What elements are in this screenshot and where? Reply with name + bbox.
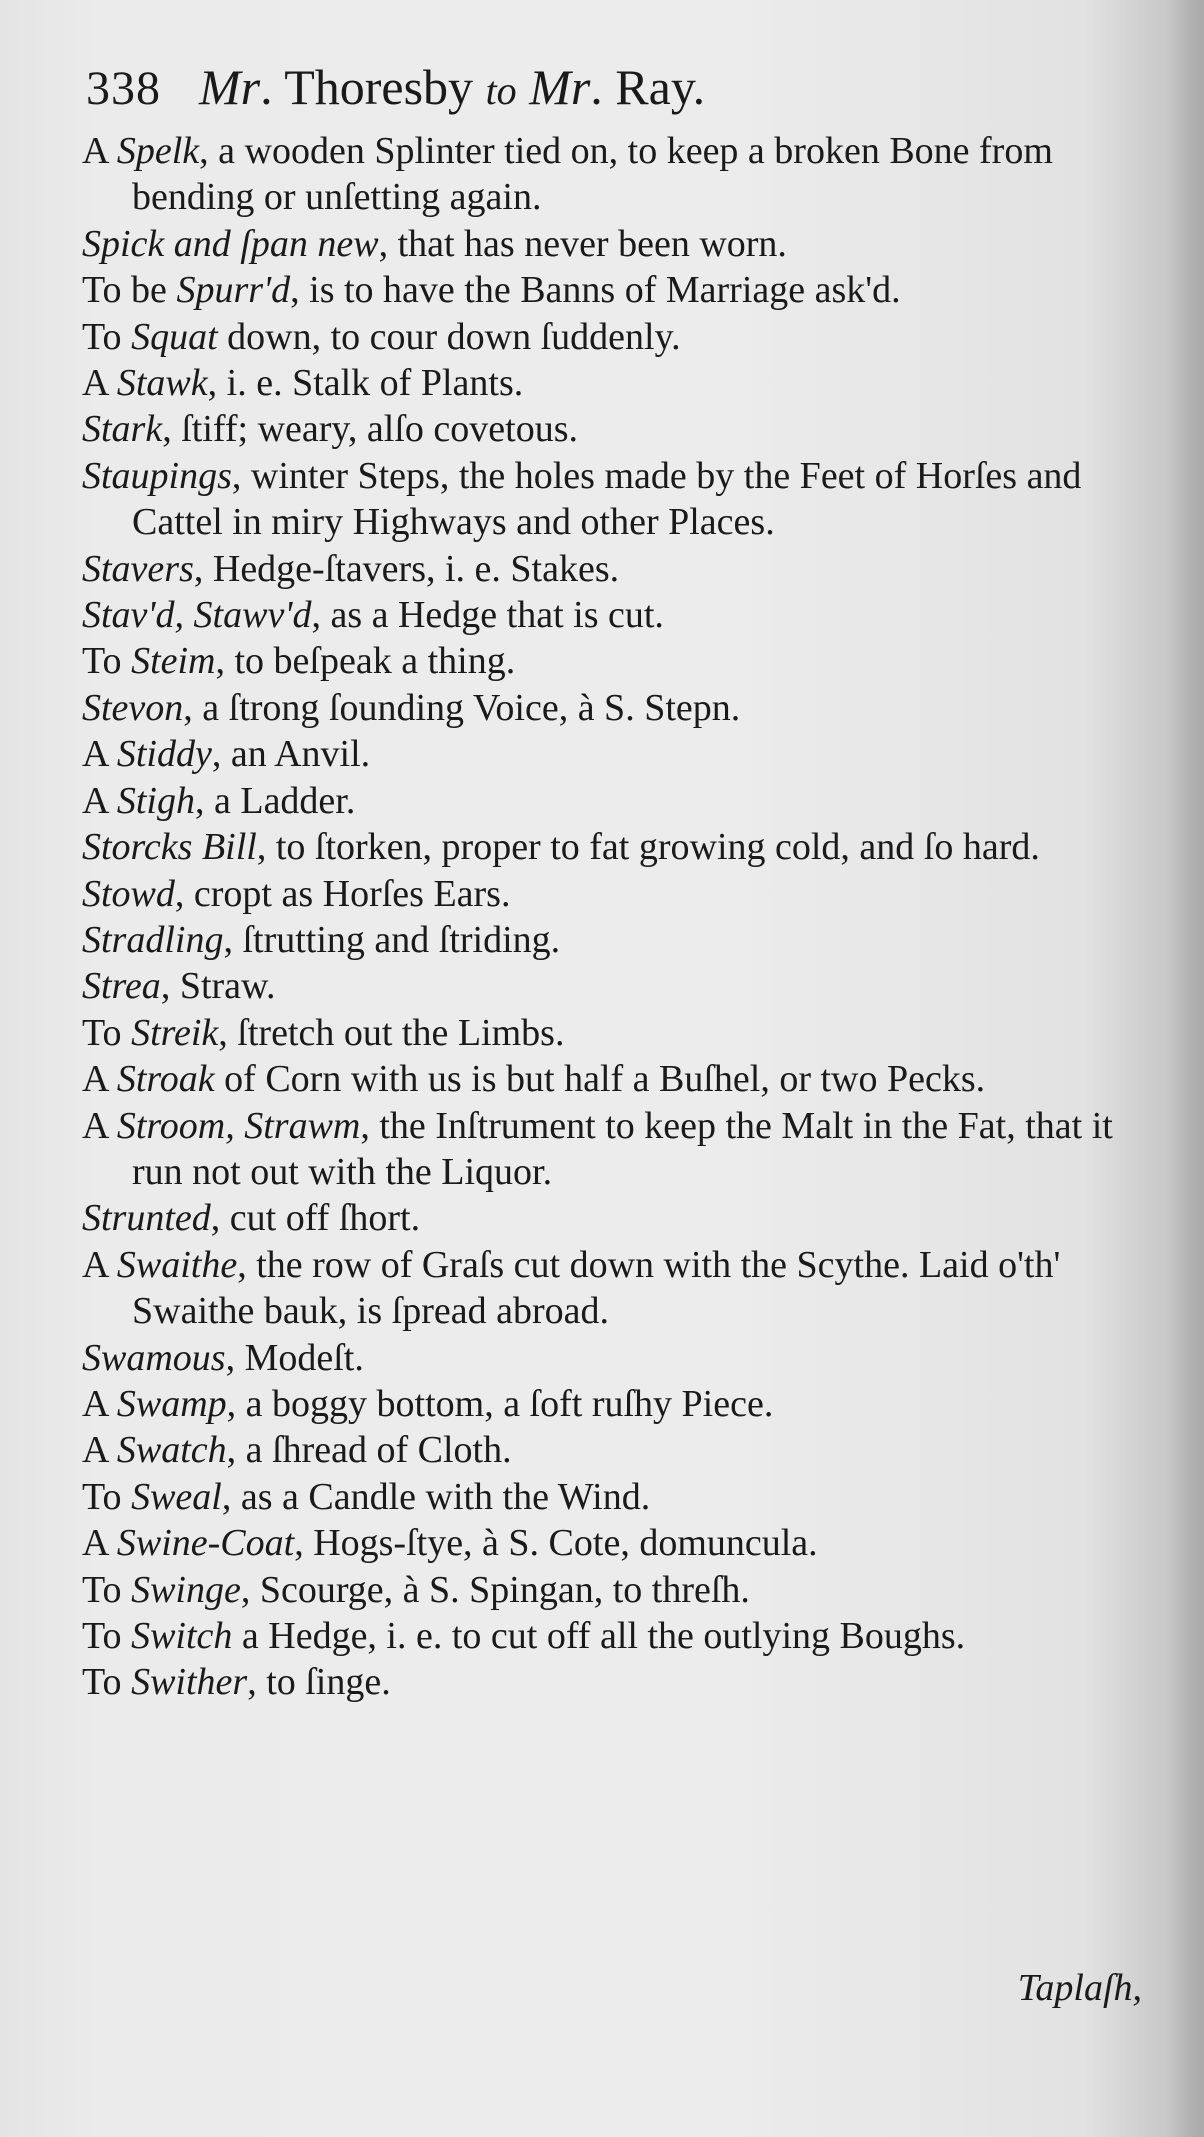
- glossary-entry: [82, 871, 1142, 917]
- entry-prefix: To: [82, 640, 132, 683]
- glossary-entry: [82, 1613, 1142, 1659]
- glossary-entry: [82, 1010, 1142, 1056]
- entry-headword: Sweal: [131, 1475, 222, 1518]
- glossary-entry: [82, 314, 1142, 360]
- glossary-entry: [82, 128, 1142, 221]
- entry-definition: , winter Steps, the holes made by the Feet of Horſes and Cattel in miry Highways and other Places.: [132, 454, 1082, 544]
- glossary-entry: [82, 406, 1142, 452]
- glossary-entry: [82, 221, 1142, 267]
- entry-headword: Spurr'd: [176, 269, 291, 312]
- entry-definition: , Hedge-ſtavers, i. e. Stakes.: [193, 547, 620, 590]
- entry-headword: Swamous: [82, 1336, 226, 1379]
- entry-headword: Stroom, Strawm: [116, 1104, 361, 1147]
- entry-prefix: To: [82, 1475, 132, 1518]
- glossary-entry: [82, 638, 1142, 684]
- glossary-entry: [82, 360, 1142, 406]
- glossary-entry: [82, 1056, 1142, 1102]
- entry-prefix: A: [82, 733, 117, 776]
- glossary-entry: [82, 917, 1142, 963]
- running-head-mr-2: Mr: [516, 59, 591, 115]
- entry-definition: , is to have the Banns of Marriage ask'd.: [290, 269, 901, 312]
- entry-headword: Stigh: [116, 779, 195, 822]
- glossary-entry: [82, 963, 1142, 1009]
- entry-definition: a Hedge, i. e. to cut off all the outlying Boughs.: [232, 1615, 966, 1657]
- entry-prefix: To: [82, 1661, 132, 1704]
- entry-headword: Storcks Bill: [82, 826, 257, 869]
- running-head-name-1: . Thoresby: [260, 59, 486, 115]
- glossary-entry: [82, 1567, 1142, 1613]
- entry-prefix: A: [82, 1382, 117, 1425]
- entry-headword: Stawk: [116, 362, 208, 405]
- entry-headword: Stradling: [82, 918, 224, 961]
- entry-prefix: To: [82, 1011, 132, 1054]
- entry-definition: , to ſtorken, proper to fat growing cold, and ſo hard.: [256, 826, 1040, 869]
- entry-headword: Stavers: [82, 547, 194, 590]
- entry-headword: Swither: [131, 1661, 248, 1704]
- entry-definition: , a ſhread of Cloth.: [226, 1429, 512, 1472]
- entry-definition: down, to cour down ſuddenly.: [217, 315, 681, 358]
- entry-definition: , a wooden Splinter tied on, to keep a broken Bone from bending or unſetting again.: [132, 130, 1053, 219]
- entry-definition: , as a Candle with the Wind.: [221, 1475, 651, 1518]
- entry-headword: Swaithe: [116, 1243, 238, 1286]
- entry-headword: Streik: [131, 1011, 219, 1054]
- entry-prefix: To be: [82, 269, 177, 312]
- entry-prefix: A: [82, 1429, 117, 1472]
- entry-definition: , ſtrutting and ſtriding.: [223, 918, 561, 961]
- entry-definition: , ſtiff; weary, alſo covetous.: [162, 408, 578, 451]
- glossary-entry: [82, 1520, 1142, 1566]
- glossary-entry: [82, 453, 1142, 546]
- glossary-entries: [82, 128, 1142, 1706]
- entry-prefix: A: [82, 130, 117, 172]
- entry-headword: Steim: [131, 640, 216, 683]
- entry-headword: Swinge: [131, 1568, 241, 1611]
- entry-headword: Swatch: [116, 1429, 227, 1472]
- entry-definition: , a ſtrong ſounding Voice, à S. Stepn.: [183, 686, 741, 729]
- glossary-entry: [82, 1242, 1142, 1335]
- glossary-entry: [82, 267, 1142, 313]
- running-head-to: to: [485, 68, 517, 113]
- entry-definition: , a boggy bottom, a ſoft ruſhy Piece.: [226, 1382, 774, 1425]
- entry-prefix: A: [82, 779, 117, 822]
- entry-definition: , Hogs-ſtye, à S. Cote, domuncula.: [294, 1522, 818, 1565]
- running-head-mr-1: Mr: [199, 59, 261, 115]
- glossary-entry: [82, 685, 1142, 731]
- entry-headword: Stroak: [116, 1058, 215, 1101]
- entry-definition: , i. e. Stalk of Plants.: [207, 362, 524, 405]
- entry-prefix: To: [82, 1568, 132, 1611]
- entry-prefix: To: [82, 315, 132, 358]
- entry-prefix: A: [82, 362, 117, 405]
- glossary-entry: [82, 824, 1142, 870]
- entry-prefix: A: [82, 1058, 117, 1101]
- entry-definition: , the Inſtrument to keep the Malt in the Fat, that it run not out with the Liquor.: [132, 1104, 1113, 1193]
- glossary-entry: [82, 1103, 1142, 1196]
- glossary-entry: [82, 1195, 1142, 1241]
- entry-definition: , the row of Graſs cut down with the Scythe. Laid o'th' Swaithe bauk, is ſpread abroad.: [132, 1243, 1061, 1333]
- entry-headword: Spick and ſpan new: [82, 222, 379, 265]
- glossary-entry: [82, 1659, 1142, 1705]
- entry-headword: Strea: [82, 965, 161, 1008]
- entry-definition: , Scourge, à S. Spingan, to threſh.: [240, 1568, 750, 1611]
- entry-prefix: To: [82, 1615, 132, 1657]
- entry-prefix: A: [82, 1243, 117, 1286]
- entry-headword: Stav'd, Stawv'd: [82, 594, 312, 637]
- glossary-entry: [82, 1427, 1142, 1473]
- entry-prefix: A: [82, 1522, 117, 1565]
- running-head: [199, 59, 705, 115]
- entry-definition: , cropt as Horſes Ears.: [174, 872, 511, 915]
- page-number: 338: [86, 62, 161, 115]
- entry-definition: , Modeſt.: [225, 1336, 364, 1379]
- entry-definition: , a Ladder.: [194, 779, 356, 822]
- glossary-entry: [82, 1381, 1142, 1427]
- glossary-entry: [82, 1474, 1142, 1520]
- entry-prefix: A: [82, 1104, 117, 1147]
- glossary-entry: [82, 778, 1142, 824]
- entry-headword: Switch: [131, 1615, 233, 1657]
- entry-headword: Swamp: [116, 1382, 227, 1425]
- entry-definition: , to ſinge.: [247, 1661, 391, 1704]
- entry-definition: , cut off ſhort.: [210, 1197, 421, 1240]
- running-head-name-2: . Ray.: [590, 59, 706, 115]
- entry-headword: Spelk: [116, 130, 200, 172]
- entry-headword: Staupings: [82, 454, 232, 497]
- catchword: Taplaſh,: [1017, 1967, 1142, 2009]
- glossary-entry: [82, 731, 1142, 777]
- entry-headword: Swine-Coat: [116, 1522, 295, 1565]
- glossary-entry: [82, 592, 1142, 638]
- entry-definition: , an Anvil.: [211, 733, 371, 776]
- entry-definition: , as a Hedge that is cut.: [311, 594, 664, 637]
- entry-definition: of Corn with us is but half a Buſhel, or two Pecks.: [214, 1058, 986, 1101]
- glossary-entry: [82, 1335, 1142, 1381]
- entry-headword: Stevon: [82, 686, 184, 729]
- entry-definition: , Straw.: [160, 965, 276, 1008]
- entry-definition: , that has never been worn.: [378, 222, 787, 265]
- entry-definition: , to beſpeak a thing.: [215, 640, 516, 683]
- entry-definition: , ſtretch out the Limbs.: [218, 1011, 565, 1054]
- entry-headword: Strunted: [82, 1197, 211, 1240]
- page-edge-shadow: [1168, 0, 1204, 2137]
- entry-headword: Stiddy: [116, 733, 212, 776]
- entry-headword: Stowd: [82, 872, 175, 915]
- entry-headword: Squat: [131, 315, 218, 358]
- glossary-entry: [82, 546, 1142, 592]
- entry-headword: Stark: [82, 408, 163, 451]
- page-header: [86, 58, 1086, 128]
